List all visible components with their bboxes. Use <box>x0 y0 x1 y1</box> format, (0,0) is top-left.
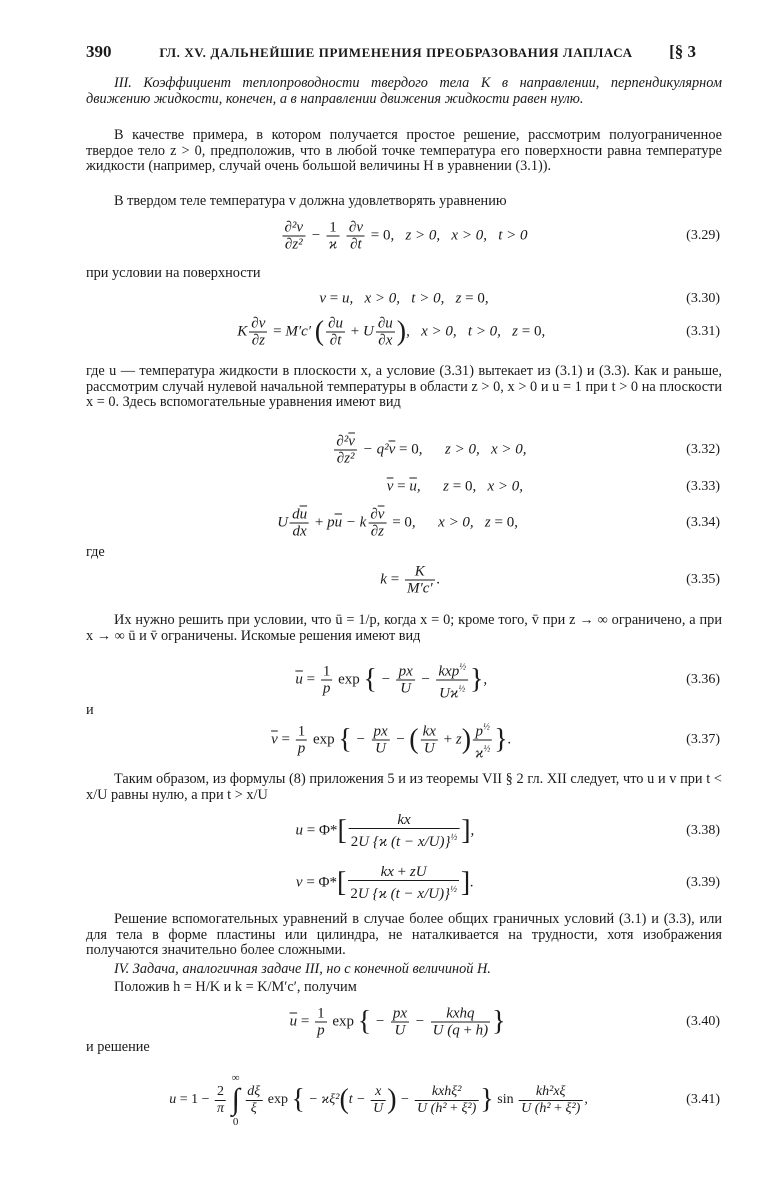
equation-number: (3.32) <box>686 442 720 457</box>
equation-number: (3.29) <box>686 228 720 243</box>
equation-number: (3.39) <box>686 875 720 890</box>
section-marker: [§ 3 <box>669 42 696 61</box>
paragraph-case-iii: III. Коэффициент теплопроводности твердого тела K в направлении, перпендикулярном движению жидкости, конечен, а в направлении движения жидкости равен нулю. <box>86 75 722 107</box>
equation-number: (3.35) <box>686 572 720 587</box>
equation-number: (3.33) <box>686 479 720 494</box>
equation-3-30: v = u, x > 0, t > 0, z = 0, (3.30) <box>319 290 720 307</box>
paragraph-where: где <box>86 544 105 560</box>
equation-number: (3.41) <box>686 1092 720 1107</box>
equation-3-31: K $\frac{\partial v}{\partial z}$ = M′c′ ( $\frac{\partial u}{\partial t}$ + U $\frac{\partial u}{\partial x}$ ), x > 0, t > 0, z = 0, (3.31) <box>237 315 720 349</box>
paragraph-case-iv: IV. Задача, аналогичная задаче III, но с конечной величиной H. <box>114 961 491 977</box>
paragraph-fluid-temperature: где u — температура жидкости в плоскости x, а условие (3.31) вытекает из (3.1) и (3.3). Как и раньше, рассмотрим случай нулевой начальной температуры в области z > 0, x > 0 и u = 1 при t > 0 на плоскости x = 0. Здесь вспомогательные уравнения имеют вид <box>86 363 722 411</box>
equation-3-40: $\overline{u}$ = $\frac{1}{p}$ exp { − $\frac{px}{U}$ − $\frac{\text{kxhq}}{U (q + h)}$ } (3.40) <box>289 1005 720 1039</box>
equation-3-35: k = $\frac{K}{M'c'}$ . (3.35) <box>380 563 720 597</box>
equation-number: (3.40) <box>686 1014 720 1029</box>
equation-3-29: $\frac{\text{∂²v}}{\text{∂z²}}$ − $\frac{1}{ϰ}$ $\frac{\partial v}{\partial t}$ = 0, z > 0, x > 0, t > 0 (3.29) <box>284 219 720 253</box>
equation-3-36: $\overline{u}$ = $\frac{1}{p}$ exp { − $\frac{px}{U}$ − $\frac{kxp^{\frac{1}{2}}}{Uϰ^{\frac{1}{2}}}$ }, (3.36) <box>86 660 722 700</box>
equation-number: (3.38) <box>686 823 720 838</box>
equation-3-39: v = Φ*[ $\frac{kx + zU}{2U \{ϰ (t - x/U)\}^{\frac{1}{2}}}$ ]. (3.39) <box>295 864 720 902</box>
equation-3-37: $\overline{v}$ = $\frac{1}{p}$ exp { − $\frac{px}{U}$ − ( $\frac{kx}{U}$ + z) $\frac{p^{\frac{1}{2}}}{ϰ^{\frac{1}{2}}}$ }. (3.37) <box>86 720 722 760</box>
page-number: 390 <box>86 42 112 61</box>
paragraph-surface-condition: при условии на поверхности <box>86 265 261 281</box>
equation-number: (3.34) <box>686 515 720 530</box>
paragraph-and-solution: и решение <box>86 1039 150 1055</box>
equation-number: (3.36) <box>686 672 720 687</box>
equation-3-34: U $\frac{d\overline{u}}{dx}$ + $p\overline{u} - k$ $\frac{\partial\overline{v}}{\partial z}$ = 0, x > 0, z = 0, (3.34) <box>277 506 720 540</box>
equation-3-32: $\frac{\partial^2\overline{v}}{\text{∂z²}}$ − $q^2\overline{v} = 0$, z > 0, x > 0, (3.32) <box>336 433 720 467</box>
paragraph-and: и <box>86 702 94 718</box>
paragraph-boundary-conditions: Их нужно решить при условии, что ū = 1/p, когда x = 0; кроме того, v̄ при z → ∞ ограничено, а при x → ∞ ū и v̄ ограничены. Искомые решения имеют вид <box>86 612 722 644</box>
page-header <box>86 42 696 66</box>
equation-3-41: u = 1 − $\frac{2}{\pi}$ ∞ ∫ 0 $\frac{d\xi}{\xi}$ exp { − ϰξ²(t − $\frac{x}{U}$ ) − $\frac{\text{kxhξ²}}{\text{U (h² + ξ²)}}$ } sin $\frac{\text{kh²xξ}}{\text{U (h² + ξ²)}}$ , (3.41) <box>169 1072 720 1128</box>
running-title: ГЛ. XV. ДАЛЬНЕЙШИЕ ПРИМЕНЕНИЯ ПРЕОБРАЗОВАНИЯ ЛАПЛАСА <box>159 45 633 60</box>
paragraph-general-conditions: Решение вспомогательных уравнений в случае более общих граничных условий (3.1) и (3.3), или для тела в форме пластины или цилиндра, не наталкивается на трудности, хотя изображения получаются значительно более сложными. <box>86 911 722 959</box>
equation-number: (3.31) <box>686 324 720 339</box>
equation-3-38: u = Φ*[ $\frac{kx}{2U \{ϰ (t - x/U)\}^{\frac{1}{2}}}$ ], (3.38) <box>295 812 720 850</box>
equation-3-33: $\overline{v} = \overline{u}$, z = 0, x > 0, (3.33) <box>386 478 720 495</box>
paragraph-solid-temperature: В твердом теле температура v должна удовлетворять уравнению <box>114 193 507 209</box>
paragraph-thus: Таким образом, из формулы (8) приложения 5 и из теоремы VII § 2 гл. XII следует, что u и v при t < x/U равны нулю, а при t > x/U <box>86 771 722 803</box>
equation-number: (3.30) <box>686 291 720 306</box>
equation-number: (3.37) <box>686 732 720 747</box>
paragraph-setting: Положив h = H/K и k = K/M′c′, получим <box>114 979 357 995</box>
paragraph-example: В качестве примера, в котором получается простое решение, рассмотрим полуограниченное твердое тело z > 0, предположив, что в любой точке температура его поверхности равна температуре жидкости (например, случай очень большой величины H в уравнении (3.1)). <box>86 127 722 175</box>
